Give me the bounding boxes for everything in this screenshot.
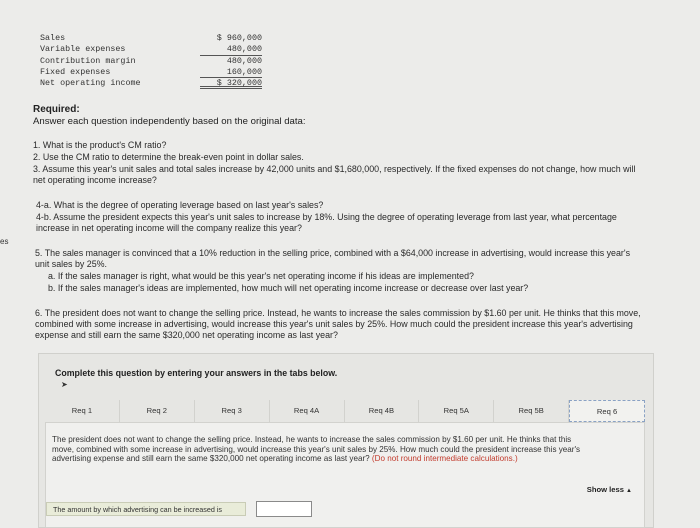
income-row-contribution-margin [40, 56, 262, 67]
instruction-note: (Do not round intermediate calculations.) [371, 454, 518, 464]
income-value: 160,000 [200, 67, 262, 78]
req-tabs [45, 400, 645, 422]
tab-req-3[interactable]: Req 3 [195, 400, 270, 422]
triangle-up-icon: ▲ [626, 488, 632, 494]
income-value: 480,000 [200, 44, 262, 55]
question-4b: 4-b. Assume the president expects this year's unit sales to increase by 18%. Using the degree of operating leverage from last year, what percentage increase in net operating income will the company realize this year? [36, 212, 617, 233]
question-4a: 4-a. What is the degree of operating leverage based on last year's sales? [36, 200, 324, 210]
instruction-text [52, 435, 592, 464]
show-less-button[interactable] [587, 485, 632, 494]
tab-req-2[interactable]: Req 2 [120, 400, 195, 422]
show-less-label: Show less [586, 485, 624, 494]
income-row-net-operating-income [40, 78, 262, 89]
question-6: 6. The president does not want to change the selling price. Instead, he wants to increase the sales commission by $1.60 per unit. He thinks that this move, combined with some increase in advertising, would increase this year's unit sales by 25%. How much could the president increase this year's advertising expense and still earn the same $320,000 net operating income as last year? [35, 308, 641, 340]
income-statement [40, 33, 262, 89]
required-subtitle: Answer each question independently based on the original data: [33, 116, 306, 127]
required-heading: Required: [33, 104, 80, 115]
income-label: Variable expenses [40, 44, 126, 55]
question-5b: b. If the sales manager's ideas are implemented, how much will net operating income increase or decrease over last year? [48, 283, 529, 293]
advertising-increase-input[interactable] [256, 501, 312, 517]
tab-req-1[interactable]: Req 1 [45, 400, 120, 422]
mouse-cursor-icon: ➤ [61, 380, 68, 389]
income-value: $ 320,000 [200, 78, 262, 89]
income-label: Sales [40, 33, 66, 43]
tab-content [45, 422, 645, 528]
tab-req-4a[interactable]: Req 4A [270, 400, 345, 422]
income-row-sales [40, 33, 262, 44]
edge-label: es [0, 237, 9, 246]
tab-req-5a[interactable]: Req 5A [419, 400, 494, 422]
question-5: 5. The sales manager is convinced that a 10% reduction in the selling price, combined with a $64,000 increase in advertising, would increase this year's unit sales by 25%. [35, 248, 631, 269]
question-5a: a. If the sales manager is right, what would be this year's net operating income if his ideas are implemented? [48, 271, 474, 281]
income-value: 480,000 [226, 55, 262, 66]
income-label: Contribution margin [40, 55, 136, 66]
income-row-variable-expenses [40, 44, 262, 55]
income-label: Net operating income [40, 78, 141, 89]
instruction-body: The president does not want to change the selling price. Instead, he wants to increase the sales commission by $1.60 per unit. He thinks that this move, combined with some increase in advertising, would increase this year's unit sales by 25%. How much could the president increase this year's advertising expense and still earn the same $320,000 net operating income as last year? [52, 435, 581, 464]
income-label: Fixed expenses [40, 66, 111, 77]
tab-req-4b[interactable]: Req 4B [345, 400, 420, 422]
tab-req-5b[interactable]: Req 5B [494, 400, 569, 422]
tab-req-6[interactable]: Req 6 [569, 400, 645, 422]
answer-label: The amount by which advertising can be increased is [46, 502, 246, 516]
question-2: 2. Use the CM ratio to determine the break-even point in dollar sales. [33, 152, 304, 162]
question-3: 3. Assume this year's unit sales and total sales increase by 42,000 units and $1,680,000, respectively. If the fixed expenses do not change, how much will net operating income increase? [33, 164, 636, 185]
panel-title: Complete this question by entering your answers in the tabs below. [55, 368, 338, 378]
answer-panel [38, 353, 654, 528]
income-row-fixed-expenses [40, 67, 262, 78]
question-1: 1. What is the product's CM ratio? [33, 140, 167, 150]
income-value: $ 960,000 [216, 33, 262, 43]
